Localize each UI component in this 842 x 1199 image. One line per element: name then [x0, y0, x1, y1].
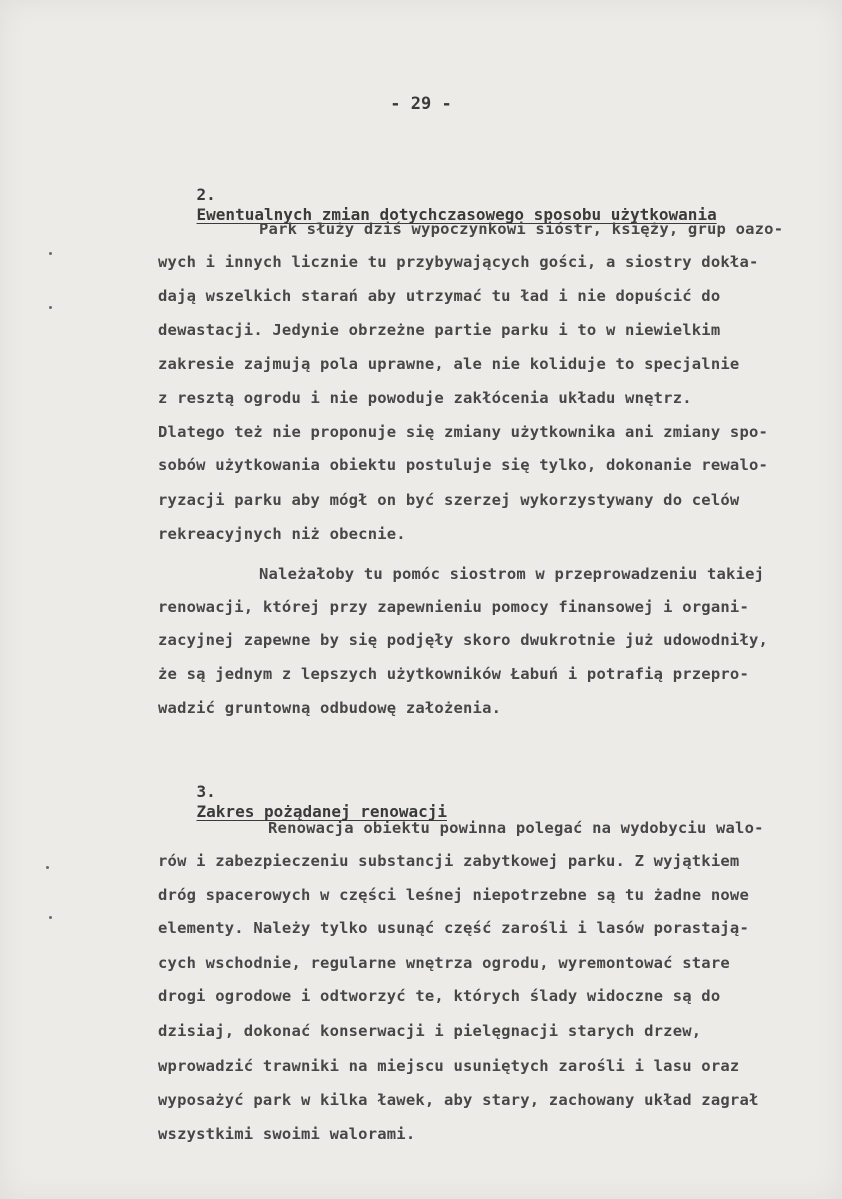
section-3-line: Renowacja obiektu powinna polegać na wydobyciu walo- — [268, 819, 764, 837]
section-3-line: elementy. Należy tylko usunąć część zarośli i lasów porastają- — [158, 919, 749, 937]
section-2-line: ryzacji parku aby mógł on być szerzej wykorzystywany do celów — [158, 491, 740, 509]
section-2-line: Należałoby tu pomóc siostrom w przeprowadzeniu takiej — [259, 565, 765, 583]
scan-speck — [49, 916, 52, 919]
section-2-title: Ewentualnych zmian dotychczasowego sposobu użytkowania — [196, 205, 717, 224]
section-2-line: renowacji, której przy zapewnieniu pomocy finansowej i organi- — [158, 598, 749, 616]
section-2-line: sobów użytkowania obiektu postuluje się tylko, dokonanie rewalo- — [158, 456, 769, 474]
section-3-line: dzisiaj, dokonać konserwacji i pielęgnacji starych drzew, — [158, 1022, 702, 1040]
section-2-line: wych i innych licznie tu przybywających gości, a siostry dokła- — [158, 253, 759, 271]
section-2-line: z resztą ogrodu i nie powoduje zakłócenia układu wnętrz. — [158, 389, 692, 407]
section-2-line: rekreacyjnych niż obecnie. — [158, 525, 406, 543]
section-2-line: zakresie zajmują pola uprawne, ale nie koliduje to specjalnie — [158, 355, 740, 373]
section-3-line: wyposażyć park w kilka ławek, aby stary, zachowany układ zagrał — [158, 1091, 759, 1109]
section-3-title: Zakres pożądanej renowacji — [196, 802, 447, 821]
section-3-line: wprowadzić trawniki na miejscu usuniętych zarośli i lasu oraz — [158, 1057, 740, 1075]
section-3-line: rów i zabezpieczeniu substancji zabytkowej parku. Z wyjątkiem — [158, 852, 740, 870]
section-3-line: cych wschodnie, regularne wnętrza ogrodu, wyremontować stare — [158, 954, 730, 972]
section-2-line: Park służy dziś wypoczynkowi sióstr, księży, grup oazo- — [259, 220, 784, 238]
section-2-line: Dlatego też nie proponuje się zmiany użytkownika ani zmiany spo- — [158, 423, 769, 441]
page-number: - 29 - — [390, 94, 452, 114]
section-2-line: dewastacji. Jedynie obrzeżne partie parku i to w niewielkim — [158, 321, 721, 339]
section-3-line: dróg spacerowych w części leśnej niepotrzebne są tu żadne nowe — [158, 886, 749, 904]
section-2-line: wadzić gruntowną odbudowę założenia. — [158, 699, 502, 717]
scan-speck — [49, 306, 52, 309]
section-2-line: zacyjnej zapewne by się podjęły skoro dwukrotnie już udowodniły, — [158, 631, 769, 649]
scan-speck — [46, 866, 49, 869]
section-2-number: 2. — [196, 185, 216, 204]
scan-speck — [49, 252, 52, 255]
section-2-line: że są jednym z lepszych użytkowników Łabuń i potrafią przepro- — [158, 665, 749, 683]
section-3-line: drogi ogrodowe i odtworzyć te, których ślady widoczne są do — [158, 987, 721, 1005]
section-3-line: wszystkimi swoimi walorami. — [158, 1125, 416, 1143]
section-2-line: dają wszelkich starań aby utrzymać tu ład i nie dopuścić do — [158, 287, 721, 305]
section-3-number: 3. — [196, 782, 216, 801]
